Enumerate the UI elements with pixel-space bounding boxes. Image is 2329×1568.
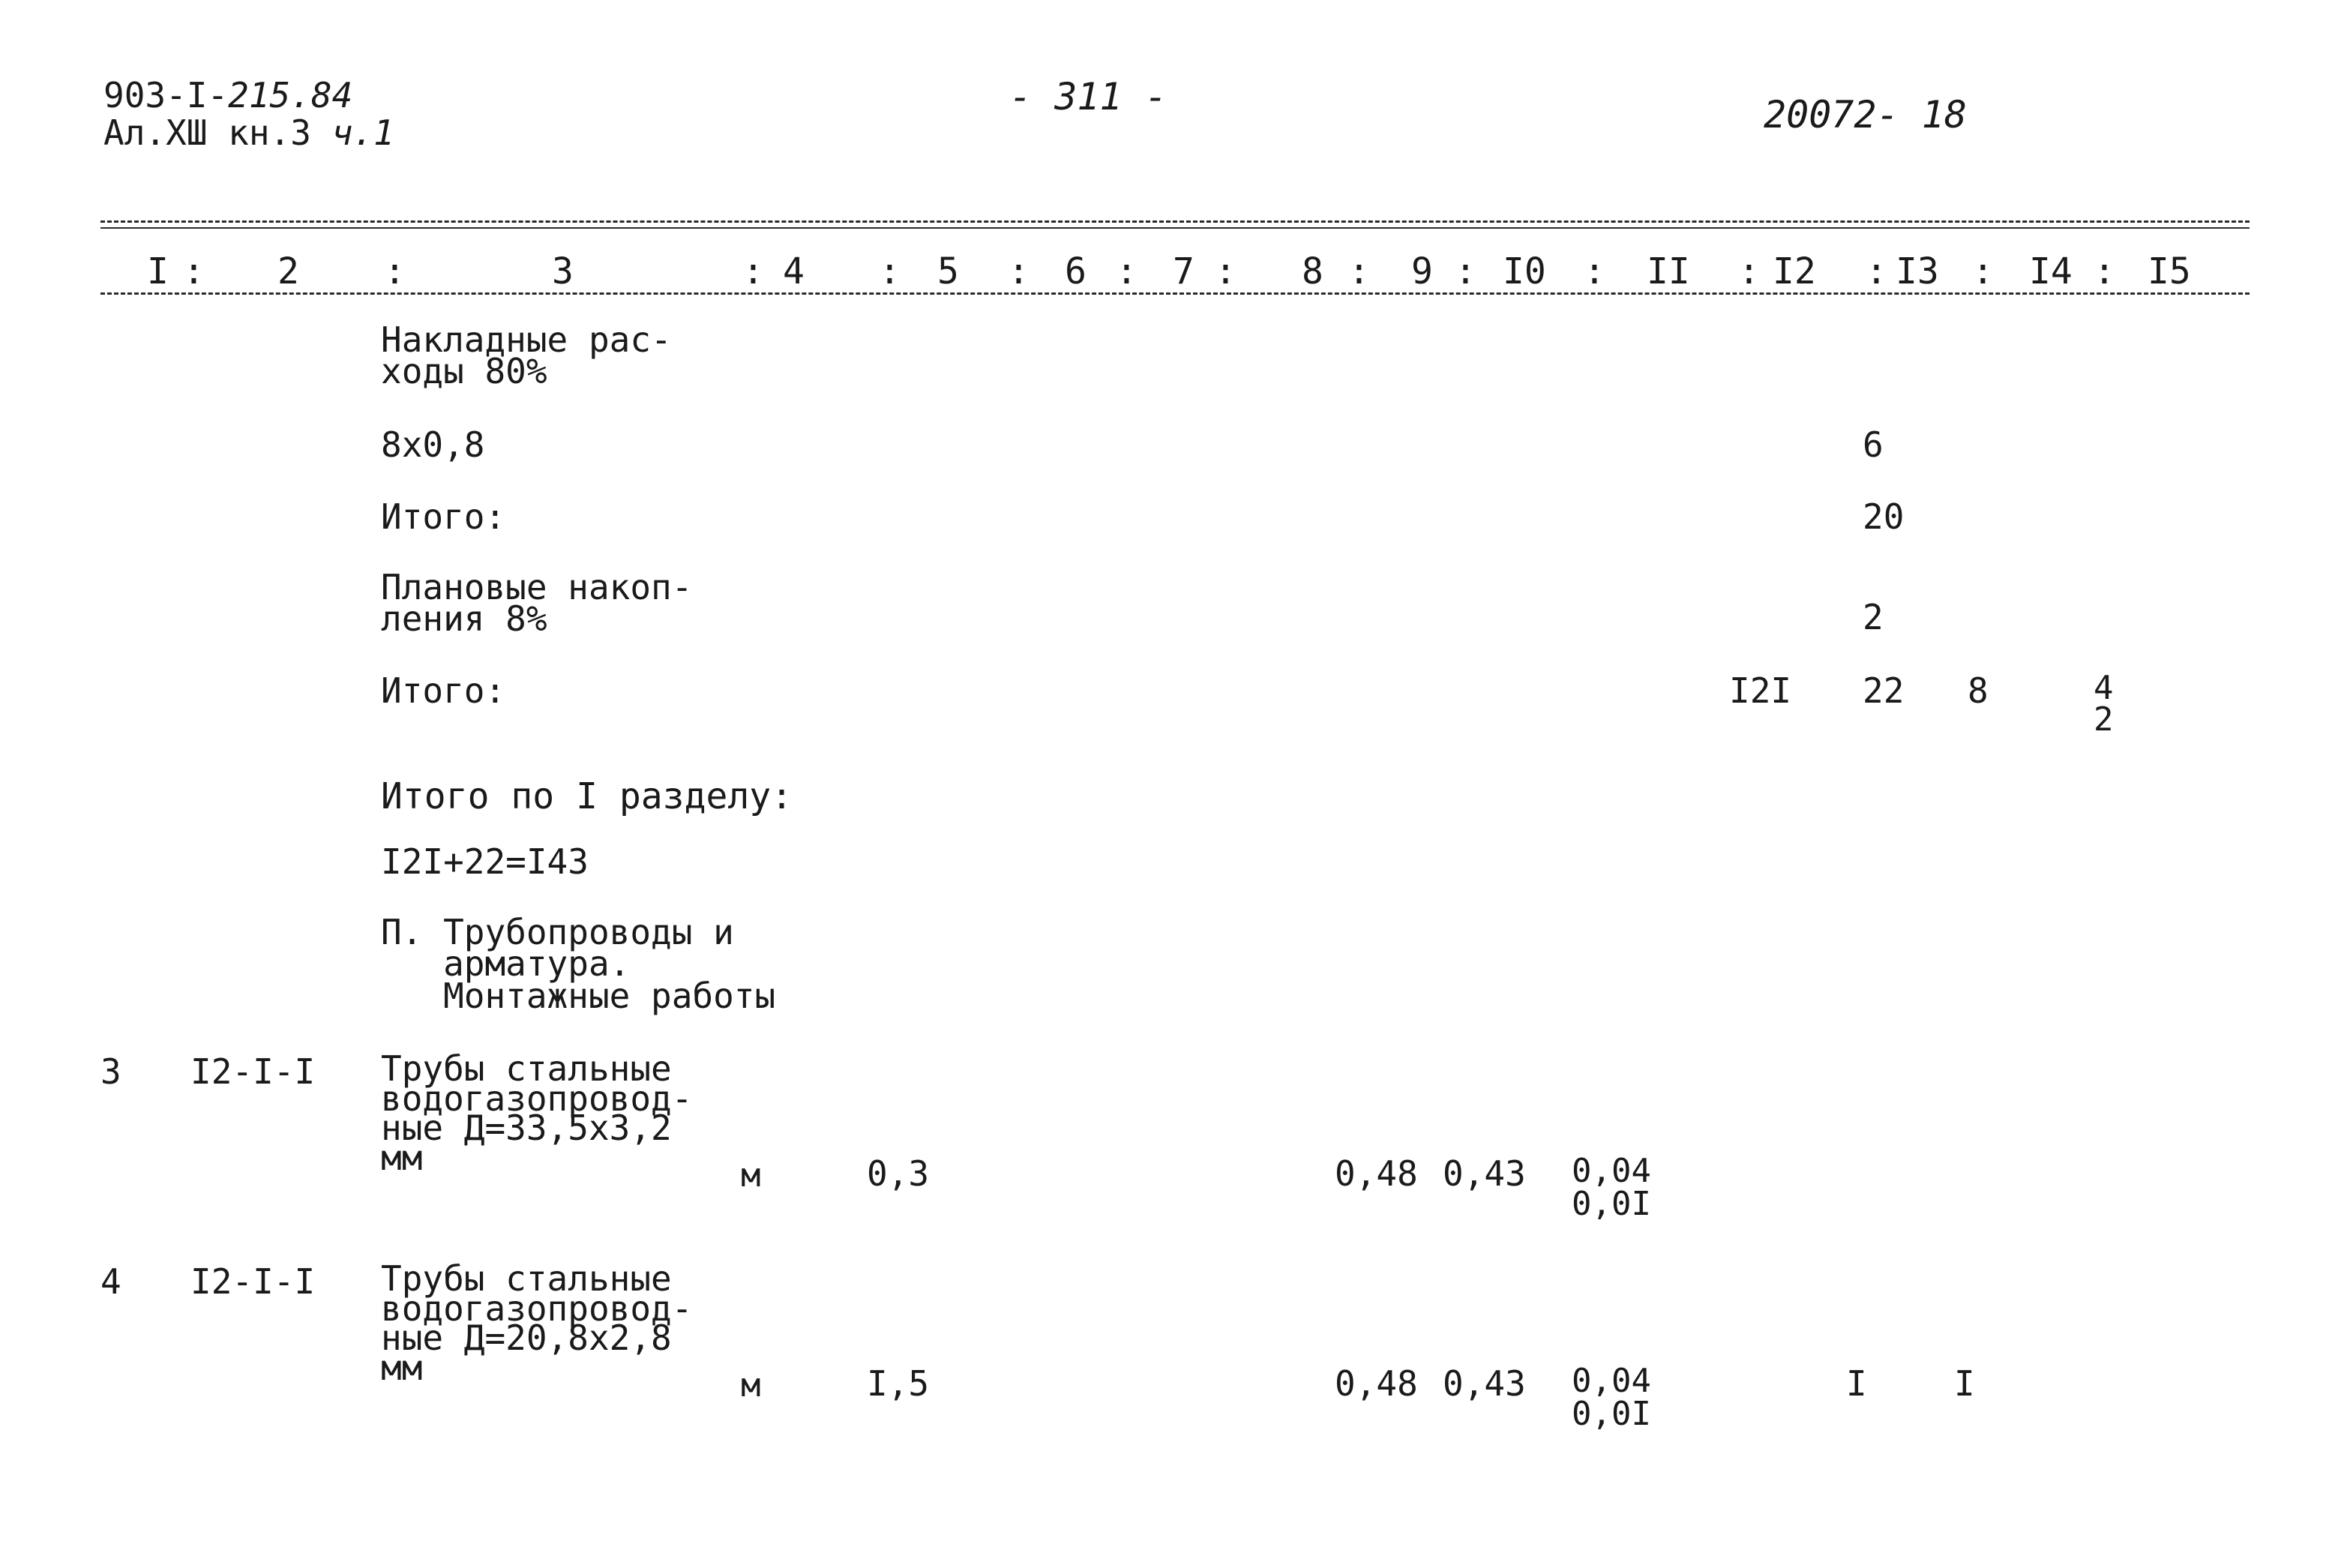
column-label-4: 4 (783, 250, 805, 292)
item4-description: Трубы стальные водогазопровод- ные Д=20,8x2,8 мм (381, 1258, 693, 1388)
sheet-handwritten: 18 (1921, 93, 1967, 136)
column-separator: : (1584, 250, 1605, 292)
item3-number: 3 (100, 1051, 121, 1092)
item4-col12: I (1846, 1363, 1867, 1404)
item3-col8: 0,48 (1335, 1153, 1418, 1194)
item4-col8: 0,48 (1335, 1363, 1418, 1404)
item4-unit: м (741, 1366, 761, 1405)
subtotal1-col13: 20 (1863, 496, 1905, 537)
column-label-14: I4 (2029, 250, 2073, 292)
album-prefix: Ал.ХШ кн.3 (103, 112, 332, 153)
document-code-handwritten: 215.84 (228, 75, 353, 115)
subtotal2-col15-bottom: 2 (2094, 700, 2114, 739)
column-label-6: 6 (1065, 250, 1087, 292)
subtotal2-col12: I2I (1729, 670, 1792, 711)
column-label-10: I0 (1503, 250, 1546, 292)
subtotal2-description: Итого: (381, 670, 506, 711)
column-label-1: I (147, 250, 169, 292)
page-number: - 311 - (1009, 75, 1167, 118)
subtotal2-col14: 8 (1968, 670, 1989, 711)
planned-col13: 2 (1863, 597, 1884, 637)
item4-code: I2-I-I (190, 1261, 316, 1302)
column-separator: : (384, 250, 406, 292)
column-separator: : (1008, 250, 1030, 292)
item3-col10-top: 0,04 (1572, 1152, 1651, 1190)
column-label-9: 9 (1411, 250, 1433, 292)
sheet-prefix: 20072- (1764, 93, 1922, 136)
item4-number: 4 (100, 1261, 121, 1302)
column-separator: : (1972, 250, 1994, 292)
column-separator: : (1738, 250, 1760, 292)
item3-code: I2-I-I (190, 1051, 316, 1092)
item3-description: Трубы стальные водогазопровод- ные Д=33,5x3,2 мм (381, 1048, 693, 1178)
column-label-7: 7 (1173, 250, 1194, 292)
item3-col10-bottom: 0,0I (1572, 1185, 1651, 1223)
column-label-3: 3 (552, 250, 574, 292)
overhead-description: Накладные рас- ходы 80% (381, 319, 672, 392)
table-top-rule (100, 220, 2250, 223)
column-label-15: I5 (2148, 250, 2191, 292)
subtotal2-col13: 22 (1863, 670, 1905, 711)
table-header-bottom-rule (100, 292, 2250, 295)
column-label-8: 8 (1302, 250, 1323, 292)
item3-qty: 0,3 (867, 1153, 930, 1194)
column-separator: : (879, 250, 901, 292)
column-label-11: II (1647, 250, 1690, 292)
column-label-5: 5 (937, 250, 959, 292)
item3-unit: м (741, 1156, 761, 1195)
item4-col9: 0,43 (1443, 1363, 1526, 1404)
item3-col9: 0,43 (1443, 1153, 1526, 1194)
overhead-calc-col13: 6 (1863, 424, 1884, 465)
column-separator: : (742, 250, 764, 292)
column-separator: : (1348, 250, 1370, 292)
subtotal1-description: Итого: (381, 496, 506, 537)
column-separator: : (1215, 250, 1236, 292)
item4-col13: I (1954, 1363, 1975, 1404)
subtotal2-col15-top: 4 (2094, 669, 2114, 707)
table-top-rule-2 (100, 227, 2250, 229)
column-separator: : (1455, 250, 1476, 292)
section2-title: П. Трубопроводы и арматура. Монтажные работы (381, 912, 776, 1016)
section-calc-description: I2I+22=I43 (381, 841, 589, 882)
column-label-13: I3 (1896, 250, 1939, 292)
album-reference (103, 112, 394, 153)
overhead-calc-description: 8x0,8 (381, 424, 485, 465)
column-separator: : (1866, 250, 1887, 292)
column-separator: : (2094, 250, 2115, 292)
column-separator: : (183, 250, 205, 292)
album-part: ч.1 (331, 112, 394, 153)
item4-qty: I,5 (867, 1363, 930, 1404)
section-total-description: Итого по I разделу: (381, 775, 793, 817)
item4-col10-bottom: 0,0I (1572, 1395, 1651, 1433)
document-code (103, 75, 353, 115)
planned-description: Плановые накоп- ления 8% (381, 567, 693, 640)
item4-col10-top: 0,04 (1572, 1362, 1651, 1400)
sheet-number (1764, 93, 1967, 136)
column-separator: : (1116, 250, 1138, 292)
column-label-2: 2 (277, 250, 299, 292)
column-label-12: I2 (1773, 250, 1816, 292)
document-code-prefix: 903-I- (103, 75, 229, 115)
